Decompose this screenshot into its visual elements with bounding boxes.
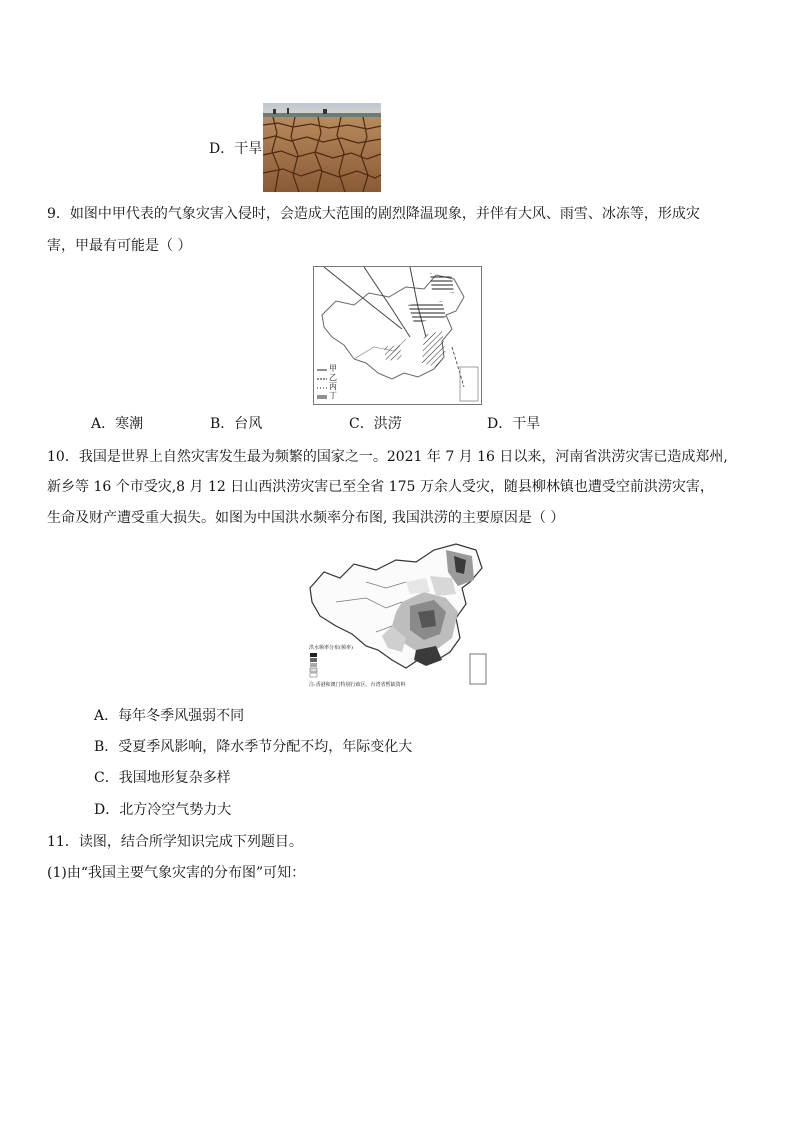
q10-option-c[interactable]: C．我国地形复杂多样 — [94, 770, 231, 786]
q9-question-line1: 9．如图中甲代表的气象灾害入侵时，会造成大范围的剧烈降温现象，并伴有大风、雨雪、冰冻等，形成灾 — [47, 206, 700, 222]
q9-question-line2: 害，甲最有可能是（ ） — [47, 238, 192, 254]
q9-option-b[interactable]: B．台风 — [210, 416, 263, 432]
q10-option-d[interactable]: D．北方冷空气势力大 — [94, 802, 232, 818]
legend-label-bing: 丙 — [329, 382, 337, 391]
q10-question-line2: 新乡等 16 个市受灾,8 月 12 日山西洪涝灾害已至全省 175 万余人受灾，随县柳林镇也遭受空前洪涝灾害， — [47, 479, 714, 495]
q8-option-d: D．干旱 — [209, 141, 263, 157]
q10-question-line3: 生命及财产遭受重大损失。如图为中国洪水频率分布图, 我国洪涝的主要原因是（ ） — [47, 510, 565, 526]
q9-option-a[interactable]: A．寒潮 — [91, 416, 144, 432]
q10-option-b[interactable]: B．受夏季风影响，降水季节分配不均，年际变化大 — [94, 739, 413, 755]
legend-label-yi: 乙 — [329, 373, 337, 382]
flood-map-legend-title: 洪水频率分布(频率) — [309, 645, 353, 651]
q10-option-a[interactable]: A．每年冬季风强弱不同 — [94, 708, 245, 724]
q9-option-d[interactable]: D．干旱 — [487, 416, 541, 432]
legend-label-ding: 丁 — [329, 391, 337, 400]
flood-frequency-map — [306, 542, 491, 690]
legend-label-jia: 甲 — [329, 364, 337, 373]
flood-map-note: 注:香港和澳门特别行政区、台湾省暂缺资料 — [309, 682, 406, 688]
q9-option-c[interactable]: C．洪涝 — [349, 416, 402, 432]
q11-subquestion-1: (1)由“我国主要气象灾害的分布图”可知： — [47, 865, 306, 881]
q11-question-line1: 11．读图，结合所学知识完成下列题目。 — [47, 834, 303, 850]
disaster-distribution-map — [313, 266, 482, 405]
map-legend — [329, 364, 337, 400]
q10-question-line1: 10．我国是世界上自然灾害发生最为频繁的国家之一。2021 年 7 月 16 日以来，河南省洪涝灾害已造成郑州, — [47, 449, 728, 465]
drought-photo — [263, 103, 381, 192]
